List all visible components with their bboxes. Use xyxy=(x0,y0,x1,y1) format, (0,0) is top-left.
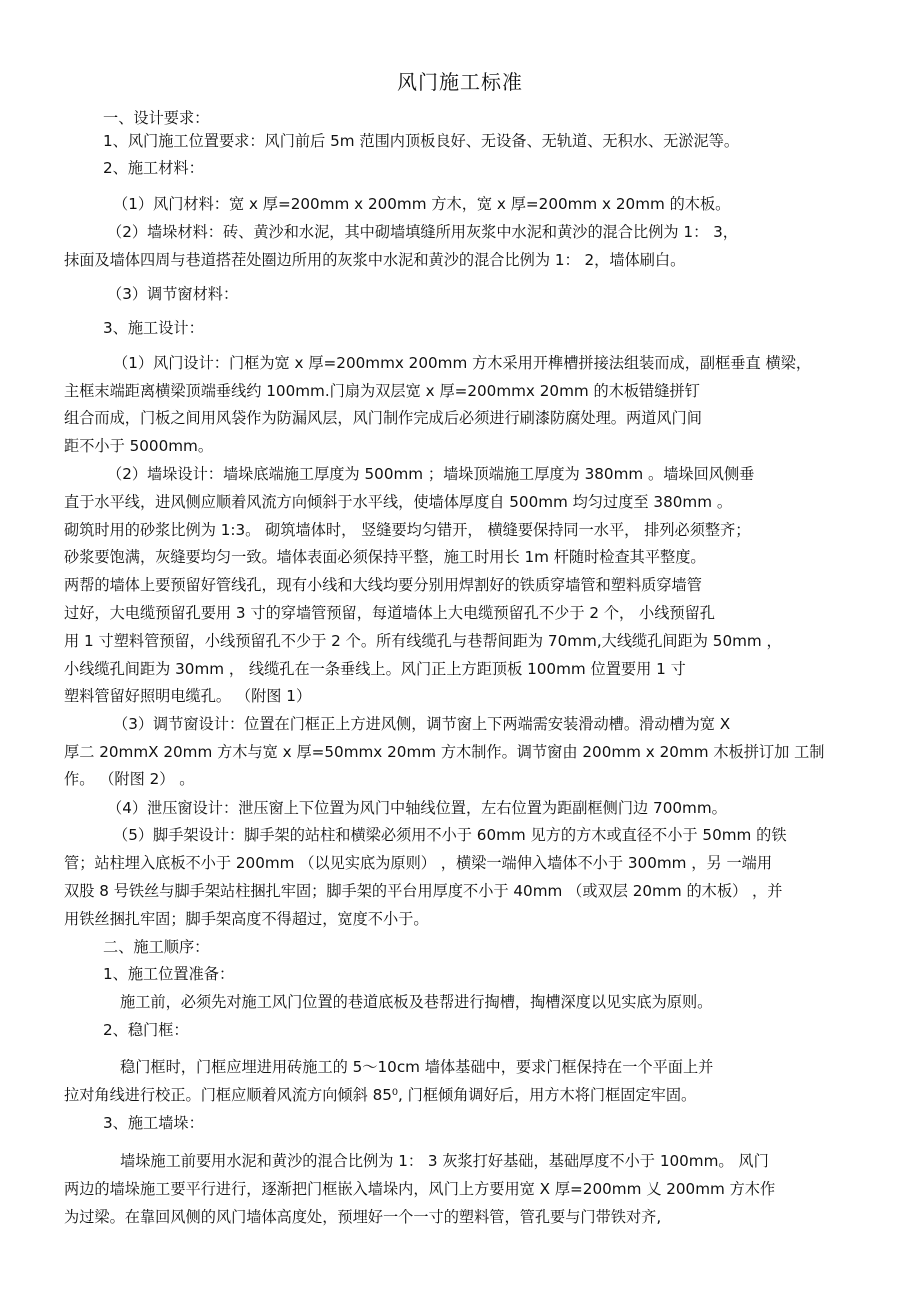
paragraph-line: 组合而成，门板之间用风袋作为防漏风层，风门制作完成后必须进行刷漆防腐处理。两道风门间 xyxy=(64,409,702,427)
subheading-regulator-materials: （3）调节窗材料： xyxy=(107,285,239,303)
subheading-construction-design: 3、施工设计： xyxy=(103,319,204,337)
paragraph-line: （2）墙垛材料：砖、黄沙和水泥，其中砌墙填缝所用灰浆中水泥和黄沙的混合比例为 1： 3， xyxy=(107,223,738,241)
subheading-wall-construction: 3、施工墙垛： xyxy=(103,1114,204,1132)
paragraph-line: 塑料管留好照明电缆孔。 （附图 1） xyxy=(64,687,312,705)
paragraph-line: 双股 8 号铁丝与脚手架站柱捆扎牢固；脚手架的平台用厚度不小于 40mm （或双层 20mm 的木板） ，并 xyxy=(64,882,783,900)
paragraph-line: （3）调节窗设计：位置在门框正上方进风侧，调节窗上下两端需安装滑动槽。滑动槽为宽 X xyxy=(113,715,731,733)
paragraph-line: 为过梁。在靠回风侧的风门墙体高度处，预埋好一个一寸的塑料管，管孔要与门带铁对齐, xyxy=(64,1208,662,1226)
paragraph-line: （1）风门设计：门框为宽 x 厚=200mmx 200mm 方木采用开榫槽拼接法组装而成，副框垂直 横梁， xyxy=(113,354,812,372)
paragraph-line: 1、风门施工位置要求：风门前后 5m 范围内顶板良好、无设备、无轨道、无积水、无淤泥等。 xyxy=(103,132,740,150)
paragraph-line: 用 1 寸塑料管预留，小线预留孔不少于 2 个。所有线缆孔与巷帮间距为 70mm,大线缆孔间距为 50mm ， xyxy=(64,632,782,650)
paragraph-line: 砂浆要饱满，灰缝要均匀一致。墙体表面必须保持平整，施工时用长 1m 杆随时检查其平整度。 xyxy=(64,548,706,566)
document-title: 风门施工标准 xyxy=(397,70,523,94)
paragraph-line: 抹面及墙体四周与巷道搭茬处圈边所用的灰浆中水泥和黄沙的混合比例为 1： 2，墙体刷白。 xyxy=(64,251,686,269)
section-heading-sequence: 二、施工顺序： xyxy=(103,938,210,956)
paragraph-line: 砌筑时用的砂浆比例为 1:3。 砌筑墙体时， 竖缝要均匀错开， 横缝要保持同一水平， 排列必须整齐； xyxy=(64,521,751,539)
paragraph-line: 拉对角线进行校正。门框应顺着风流方向倾斜 85⁰, 门框倾角调好后，用方木将门框固定牢固。 xyxy=(64,1086,697,1104)
paragraph-line: 两边的墙垛施工要平行进行，逐渐把门框嵌入墙垛内，风门上方要用宽 X 厚=200mm 乂 200mm 方木作 xyxy=(64,1180,776,1198)
paragraph-line: 厚二 20mmX 20mm 方木与宽 x 厚=50mmx 20mm 方木制作。调节窗由 200mm x 20mm 木板拼订加 工制 xyxy=(64,743,825,761)
paragraph-line: （1）风门材料：宽 x 厚=200mm x 200mm 方木，宽 x 厚=200mm x 20mm 的木板。 xyxy=(113,195,731,213)
paragraph-line: 施工前，必须先对施工风门位置的巷道底板及巷帮进行掏槽，掏槽深度以见实底为原则。 xyxy=(120,993,713,1011)
paragraph-line: （2）墙垛设计：墙垛底端施工厚度为 500mm ；墙垛顶端施工厚度为 380mm 。墙垛回风侧垂 xyxy=(107,465,755,483)
paragraph-line: 小线缆孔间距为 30mm ， 线缆孔在一条垂线上。风门正上方距顶板 100mm 位置要用 1 寸 xyxy=(64,660,686,678)
paragraph-line: 墙垛施工前要用水泥和黄沙的混合比例为 1： 3 灰浆打好基础，基础厚度不小于 100mm。 风门 xyxy=(120,1152,769,1170)
paragraph-line: 距不小于 5000mm。 xyxy=(64,437,214,455)
paragraph-line: （5）脚手架设计：脚手架的站柱和横梁必须用不小于 60mm 见方的方木或直径不小于 50mm 的铁 xyxy=(113,826,787,844)
paragraph-line: 主框末端距离横梁顶端垂线约 100mm.门扇为双层宽 x 厚=200mmx 20mm 的木板错缝拼钉 xyxy=(64,382,700,400)
paragraph-line: 直于水平线，进风侧应顺着风流方向倾斜于水平线，使墙体厚度自 500mm 均匀过度至 380mm 。 xyxy=(64,493,733,511)
section-heading-design: 一、设计要求： xyxy=(103,109,210,127)
paragraph-line: 作。 （附图 2） 。 xyxy=(64,770,195,788)
paragraph-line: （4）泄压窗设计：泄压窗上下位置为风门中轴线位置，左右位置为距副框侧门边 700mm。 xyxy=(107,799,727,817)
paragraph-line: 管；站柱埋入底板不小于 200mm （以见实底为原则） ，横梁一端伸入墙体不小于 300mm ，另 一端用 xyxy=(64,854,773,872)
subheading-position-prep: 1、施工位置准备： xyxy=(103,965,235,983)
subheading-materials: 2、施工材料： xyxy=(103,159,204,177)
paragraph-line: 过好，大电缆预留孔要用 3 寸的穿墙管预留，每道墙体上大电缆预留孔不少于 2 个， 小线预留孔 xyxy=(64,604,715,622)
paragraph-line: 稳门框时，门框应埋进用砖施工的 5〜10cm 墙体基础中，要求门框保持在一个平面上并 xyxy=(120,1058,714,1076)
paragraph-line: 两帮的墙体上要预留好管线孔，现有小线和大线均要分别用焊割好的铁质穿墙管和塑料质穿墙管 xyxy=(64,576,702,594)
paragraph-line: 用铁丝捆扎牢固；脚手架高度不得超过，宽度不小于。 xyxy=(64,910,429,928)
subheading-door-frame: 2、稳门框： xyxy=(103,1021,189,1039)
